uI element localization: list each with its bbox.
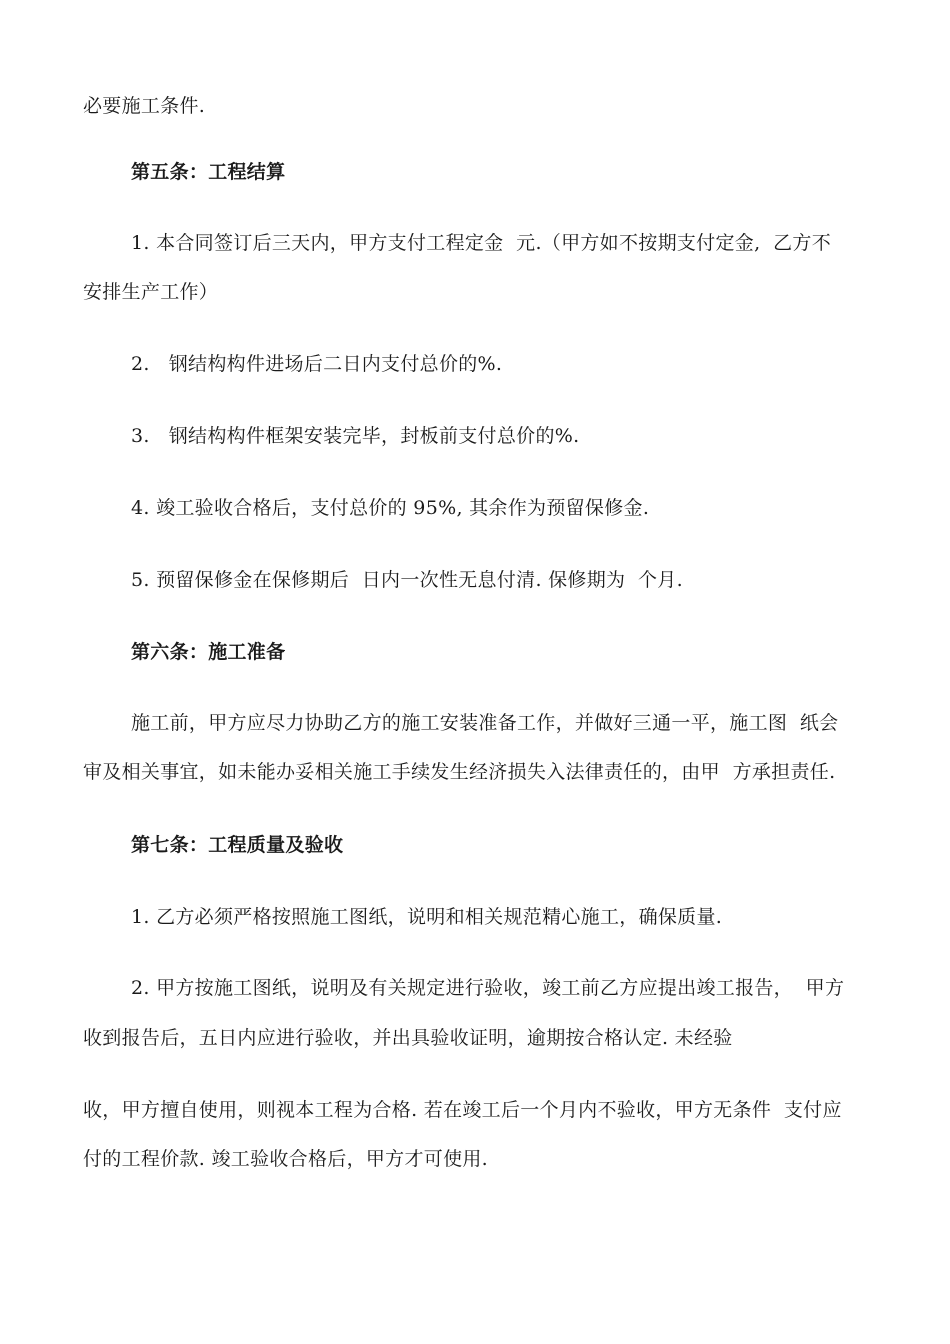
paragraph-line: 3. 钢结构构件框架安装完毕，封板前支付总价的%. bbox=[131, 425, 580, 447]
paragraph-line: 收，甲方擅自使用，则视本工程为合格. 若在竣工后一个月内不验收，甲方无条件 支付应 bbox=[83, 1099, 842, 1121]
section-heading-5: 第五条：工程结算 bbox=[131, 161, 286, 183]
paragraph-line: 收到报告后，五日内应进行验收，并出具验收证明，逾期按合格认定. 未经验 bbox=[83, 1027, 733, 1049]
paragraph-line: 审及相关事宜，如未能办妥相关施工手续发生经济损失入法律责任的，由甲 方承担责任. bbox=[83, 761, 836, 783]
section-heading-7: 第七条：工程质量及验收 bbox=[131, 834, 344, 856]
paragraph-line: 施工前，甲方应尽力协助乙方的施工安装准备工作，并做好三通一平，施工图 纸会 bbox=[131, 712, 839, 734]
paragraph-line: 2. 甲方按施工图纸，说明及有关规定进行验收，竣工前乙方应提出竣工报告， 甲方 bbox=[131, 977, 845, 999]
section-heading-6: 第六条：施工准备 bbox=[131, 641, 286, 663]
paragraph-line: 1. 本合同签订后三天内，甲方支付工程定金 元.（甲方如不按期支付定金, 乙方不 bbox=[131, 232, 832, 254]
paragraph-line: 安排生产工作） bbox=[83, 281, 219, 303]
paragraph-line: 4. 竣工验收合格后，支付总价的 95%, 其余作为预留保修金. bbox=[131, 497, 650, 519]
paragraph-line: 1. 乙方必须严格按照施工图纸，说明和相关规范精心施工，确保质量. bbox=[131, 906, 723, 928]
paragraph-line: 必要施工条件. bbox=[83, 95, 206, 117]
paragraph-line: 5. 预留保修金在保修期后 日内一次性无息付清. 保修期为 个月. bbox=[131, 569, 683, 591]
paragraph-line: 付的工程价款. 竣工验收合格后，甲方才可使用. bbox=[83, 1148, 489, 1170]
paragraph-line: 2. 钢结构构件进场后二日内支付总价的%. bbox=[131, 353, 503, 375]
